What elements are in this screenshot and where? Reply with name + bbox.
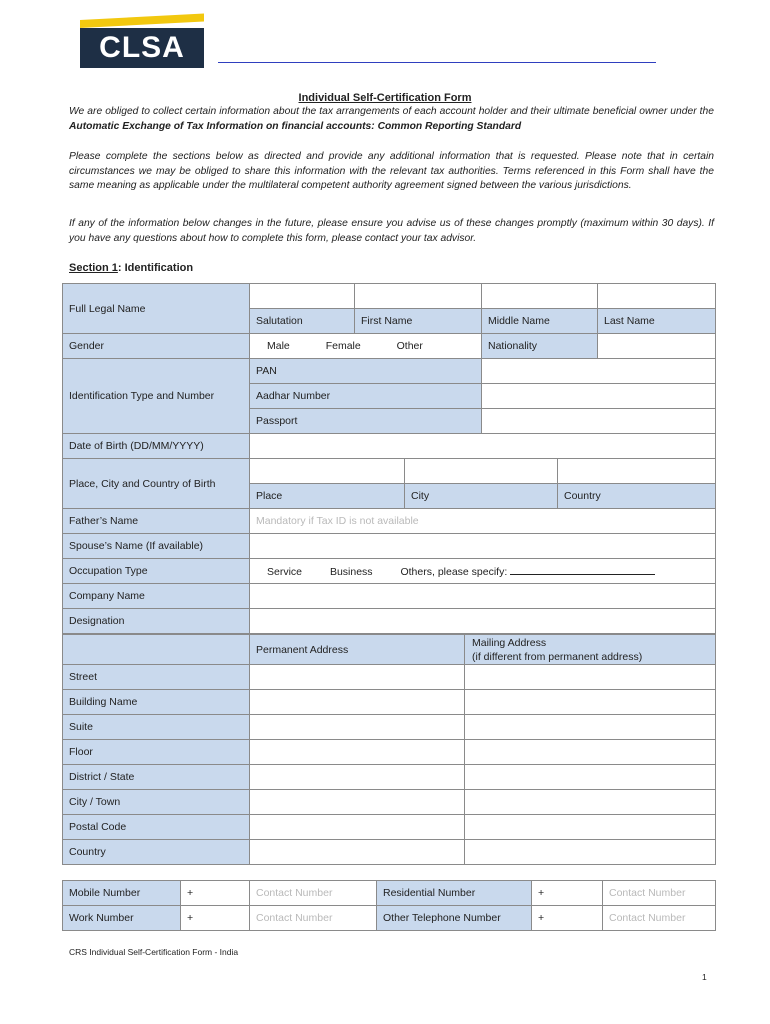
permanent-address-label: Permanent Address [250, 635, 465, 665]
intro-paragraph-1: We are obliged to collect certain information about the tax arrangements of each account holder and their ultimate beneficial owner under the Automatic Exchange of Tax Information on financial accounts: Common Reporting Standard [69, 106, 714, 132]
section-heading: Section 1: Identification [69, 262, 194, 274]
permanent-address-input[interactable] [250, 665, 465, 690]
birth-country-input[interactable] [558, 459, 716, 484]
passport-input[interactable] [482, 409, 716, 434]
residential-number-label: Residential Number [377, 881, 532, 906]
mailing-address-input[interactable] [465, 765, 716, 790]
dob-label: Date of Birth (DD/MM/YYYY) [63, 434, 250, 459]
mailing-address-input[interactable] [465, 690, 716, 715]
last-name-label: Last Name [598, 309, 716, 334]
nationality-label: Nationality [482, 334, 598, 359]
other-telephone-label: Other Telephone Number [377, 906, 532, 931]
occupation-business-option[interactable]: Business [329, 566, 373, 578]
address-row [63, 665, 716, 690]
mailing-address-input[interactable] [465, 665, 716, 690]
middle-name-label: Middle Name [482, 309, 598, 334]
gender-label: Gender [63, 334, 250, 359]
father-name-label: Father’s Name [63, 509, 250, 534]
permanent-address-input[interactable] [250, 715, 465, 740]
mailing-address-label: Mailing Address (if different from permanent address) [465, 635, 716, 665]
address-row-label: Floor [63, 740, 250, 765]
gender-options[interactable] [250, 334, 482, 359]
address-header-blank [63, 635, 250, 665]
work-number-input[interactable]: Contact Number [250, 906, 377, 931]
birth-place-label: Place, City and Country of Birth [63, 459, 250, 509]
identification-table [62, 283, 716, 634]
gender-female-option[interactable]: Female [325, 340, 361, 352]
permanent-address-input[interactable] [250, 790, 465, 815]
residential-number-input[interactable]: Contact Number [603, 881, 716, 906]
occupation-others-option[interactable]: Others, please specify: [400, 566, 508, 578]
aadhar-label: Aadhar Number [250, 384, 482, 409]
full-legal-name-label: Full Legal Name [63, 284, 250, 334]
address-row [63, 840, 716, 865]
mobile-number-label: Mobile Number [63, 881, 181, 906]
address-row [63, 790, 716, 815]
permanent-address-input[interactable] [250, 690, 465, 715]
logo-accent-bar [80, 14, 204, 28]
middle-name-input[interactable] [482, 284, 598, 309]
footer-text: CRS Individual Self-Certification Form - India [69, 947, 239, 957]
first-name-label: First Name [355, 309, 482, 334]
mailing-address-input[interactable] [465, 790, 716, 815]
spouse-name-label: Spouse’s Name (If available) [63, 534, 250, 559]
country-birth-label: Country [558, 484, 716, 509]
address-row [63, 740, 716, 765]
intro-paragraph-3: If any of the information below changes in the future, please ensure you advise us of these changes promptly (maximum within 30 days). If you have any questions about how to complete this form, please contact your tax advisor. [69, 218, 714, 244]
occupation-service-option[interactable]: Service [267, 566, 303, 578]
gender-male-option[interactable]: Male [267, 340, 290, 352]
address-row-label: Suite [63, 715, 250, 740]
address-row-label: District / State [63, 765, 250, 790]
spouse-name-input[interactable] [250, 534, 716, 559]
mailing-address-input[interactable] [465, 840, 716, 865]
nationality-input[interactable] [598, 334, 716, 359]
work-number-label: Work Number [63, 906, 181, 931]
pan-label: PAN [250, 359, 482, 384]
occupation-options[interactable] [250, 559, 716, 584]
mailing-address-input[interactable] [465, 815, 716, 840]
permanent-address-input[interactable] [250, 765, 465, 790]
form-title: Individual Self-Certification Form [298, 92, 472, 104]
contact-table [62, 880, 716, 931]
work-country-code[interactable]: + [181, 906, 250, 931]
residential-country-code[interactable]: + [532, 881, 603, 906]
mailing-address-input[interactable] [465, 740, 716, 765]
header-rule [218, 62, 656, 63]
address-row [63, 715, 716, 740]
address-row-label: City / Town [63, 790, 250, 815]
occupation-label: Occupation Type [63, 559, 250, 584]
permanent-address-input[interactable] [250, 740, 465, 765]
address-row [63, 815, 716, 840]
address-row-label: Postal Code [63, 815, 250, 840]
address-rows [63, 665, 716, 865]
first-name-input[interactable] [355, 284, 482, 309]
permanent-address-input[interactable] [250, 815, 465, 840]
address-row [63, 690, 716, 715]
clsa-logo [80, 20, 204, 68]
address-table [62, 634, 716, 865]
other-telephone-input[interactable]: Contact Number [603, 906, 716, 931]
dob-input[interactable] [250, 434, 716, 459]
place-label: Place [250, 484, 405, 509]
aadhar-input[interactable] [482, 384, 716, 409]
city-label: City [405, 484, 558, 509]
pan-input[interactable] [482, 359, 716, 384]
permanent-address-input[interactable] [250, 840, 465, 865]
address-row-label: Street [63, 665, 250, 690]
other-telephone-country-code[interactable]: + [532, 906, 603, 931]
birth-place-input[interactable] [250, 459, 405, 484]
page-number: 1 [702, 972, 707, 982]
intro-paragraph-2: Please complete the sections below as directed and provide any additional information that is requested. Please note that in certain circumstances we may be obliged to share this information with the relevant tax authorities. Terms referenced in this Form shall have the same meaning as applicable under the multilateral competent authority agreement signed between the various jurisdictions. [69, 151, 714, 192]
last-name-input[interactable] [598, 284, 716, 309]
salutation-label: Salutation [250, 309, 355, 334]
others-specify-line[interactable] [510, 564, 655, 575]
father-name-input[interactable]: Mandatory if Tax ID is not available [250, 509, 716, 534]
mobile-number-input[interactable]: Contact Number [250, 881, 377, 906]
passport-label: Passport [250, 409, 482, 434]
address-row-label: Building Name [63, 690, 250, 715]
mailing-address-note: (if different from permanent address) [472, 650, 643, 663]
company-name-label: Company Name [63, 584, 250, 609]
designation-label: Designation [63, 609, 250, 634]
designation-input[interactable] [250, 609, 716, 634]
mobile-country-code[interactable]: + [181, 881, 250, 906]
company-name-input[interactable] [250, 584, 716, 609]
mailing-address-input[interactable] [465, 715, 716, 740]
gender-other-option[interactable]: Other [396, 340, 423, 352]
salutation-input[interactable] [250, 284, 355, 309]
logo-wordmark: CLSA [80, 28, 204, 68]
address-row [63, 765, 716, 790]
address-row-label: Country [63, 840, 250, 865]
birth-city-input[interactable] [405, 459, 558, 484]
id-type-label: Identification Type and Number [63, 359, 250, 434]
